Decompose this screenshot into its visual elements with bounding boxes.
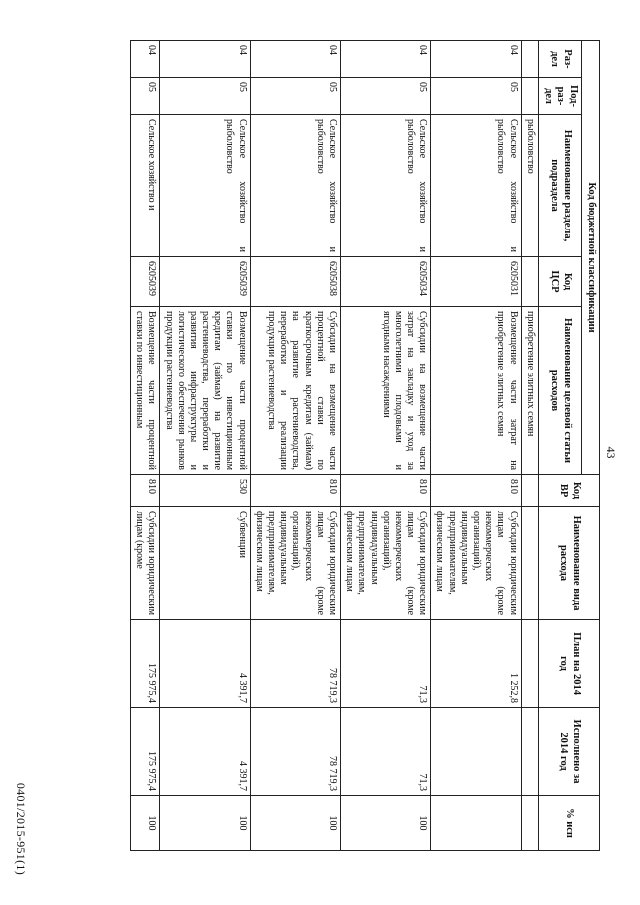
cell-vr-name: Субсидии юридическим лицам (кроме некоммерческих организаций), индивидуальным предпринимателям, физическим лицам — [250, 507, 340, 620]
cell-percent — [521, 796, 538, 851]
cell-percent: 100 — [131, 796, 160, 851]
header-percent: % исп — [538, 796, 599, 851]
cell-podrazdel: 05 — [431, 78, 521, 115]
cell-razdel: 04 — [131, 41, 160, 78]
cell-razdel: 04 — [341, 41, 431, 78]
cell-csr-code: 6205031 — [431, 257, 521, 307]
cell-plan: 71,3 — [341, 620, 431, 708]
document-reference: 0401/2015-951(1) — [14, 782, 28, 875]
cell-fact: 175 975,4 — [131, 708, 160, 796]
header-razdel: Раз-дел — [538, 41, 581, 78]
cell-plan: 1 252,8 — [431, 620, 521, 708]
cell-fact — [431, 708, 521, 796]
table-row — [160, 41, 250, 851]
cell-target-name: Субсидии на возмещение части затрат на закладку и уход за многолетними плодовыми и ягодными насаждениями — [341, 307, 431, 475]
cell-section-name: Сельское хозяйство и рыболовство — [341, 115, 431, 257]
header-fact: Исполнено за 2014 год — [538, 708, 599, 796]
table-row — [521, 41, 538, 851]
table-row — [431, 41, 521, 851]
cell-fact: 71,3 — [341, 708, 431, 796]
table-row — [341, 41, 431, 851]
cell-vr-code — [521, 475, 538, 507]
cell-csr-code — [521, 257, 538, 307]
cell-podrazdel — [521, 78, 538, 115]
cell-percent — [431, 796, 521, 851]
cell-section-name: Сельское хозяйство и рыболовство — [250, 115, 340, 257]
table-group-header-row — [582, 41, 600, 851]
cell-section-name: Сельское хозяйство и — [131, 115, 160, 257]
cell-fact — [521, 708, 538, 796]
cell-percent: 100 — [341, 796, 431, 851]
cell-target-name: Возмещение части процентной ставки по инвестиционным кредитам (займам) на развитие растениеводства, переработки и развития инфраструктуры и логистического обеспечения рынков продукции растениеводства — [160, 307, 250, 475]
cell-vr-code: 530 — [160, 475, 250, 507]
cell-razdel: 04 — [431, 41, 521, 78]
cell-target-name: Субсидии на возмещение части процентной ставки по краткосрочным кредитам (займам) на развитие растениеводства, переработки и реализации продукции растениеводства — [250, 307, 340, 475]
table-body — [131, 41, 539, 851]
table-row — [131, 41, 160, 851]
table-row — [250, 41, 340, 851]
cell-section-name: Сельское хозяйство и рыболовство — [160, 115, 250, 257]
header-vr-name: Наименование вида расхода — [538, 507, 599, 620]
cell-podrazdel: 05 — [250, 78, 340, 115]
cell-vr-name: Субсидии юридическим лицам (кроме некоммерческих организаций), индивидуальным предпринимателям, физическим лицам — [431, 507, 521, 620]
cell-section-name: Сельское хозяйство и рыболовство — [431, 115, 521, 257]
cell-percent: 100 — [160, 796, 250, 851]
cell-plan: 4 391,7 — [160, 620, 250, 708]
cell-plan — [521, 620, 538, 708]
cell-csr-code: 6205039 — [131, 257, 160, 307]
cell-razdel: 04 — [160, 41, 250, 78]
cell-fact: 4 391,7 — [160, 708, 250, 796]
cell-vr-name — [521, 507, 538, 620]
cell-vr-code: 810 — [131, 475, 160, 507]
cell-target-name: Возмещение части процентной ставки по инвестиционным — [131, 307, 160, 475]
cell-podrazdel: 05 — [160, 78, 250, 115]
cell-vr-name: Субвенции — [160, 507, 250, 620]
cell-csr-code: 6205039 — [160, 257, 250, 307]
cell-csr-code: 6205038 — [250, 257, 340, 307]
cell-vr-code: 810 — [250, 475, 340, 507]
group-header-budget-classification: Код бюджетной классификации — [582, 41, 600, 475]
cell-razdel: 04 — [250, 41, 340, 78]
header-vr-code: Код ВР — [538, 475, 599, 507]
header-podrazdel: Под-раз-дел — [538, 78, 581, 115]
cell-csr-code: 6205034 — [341, 257, 431, 307]
cell-vr-code: 810 — [341, 475, 431, 507]
cell-fact: 78 719,3 — [250, 708, 340, 796]
header-target-name: Наименование целевой статьи расходов — [538, 307, 581, 475]
cell-target-name: приобретение элитных семян — [521, 307, 538, 475]
cell-razdel — [521, 41, 538, 78]
cell-section-name: рыболовство — [521, 115, 538, 257]
header-section-name: Наименование раздела, подраздела — [538, 115, 581, 257]
page-number: 43 — [604, 446, 618, 459]
cell-vr-name: Субсидии юридическим лицам (кроме — [131, 507, 160, 620]
cell-podrazdel: 05 — [341, 78, 431, 115]
budget-classification-table — [130, 40, 600, 851]
cell-podrazdel: 05 — [131, 78, 160, 115]
cell-vr-code: 810 — [431, 475, 521, 507]
cell-target-name: Возмещение части затрат на приобретение элитных семян — [431, 307, 521, 475]
cell-percent: 100 — [250, 796, 340, 851]
cell-plan: 78 719,3 — [250, 620, 340, 708]
cell-plan: 175 975,4 — [131, 620, 160, 708]
header-plan: План на 2014 год — [538, 620, 599, 708]
cell-vr-name: Субсидии юридическим лицам (кроме некоммерческих организаций), индивидуальным предпринимателям, физическим лицам — [341, 507, 431, 620]
header-csr-code: Код ЦСР — [538, 257, 581, 307]
